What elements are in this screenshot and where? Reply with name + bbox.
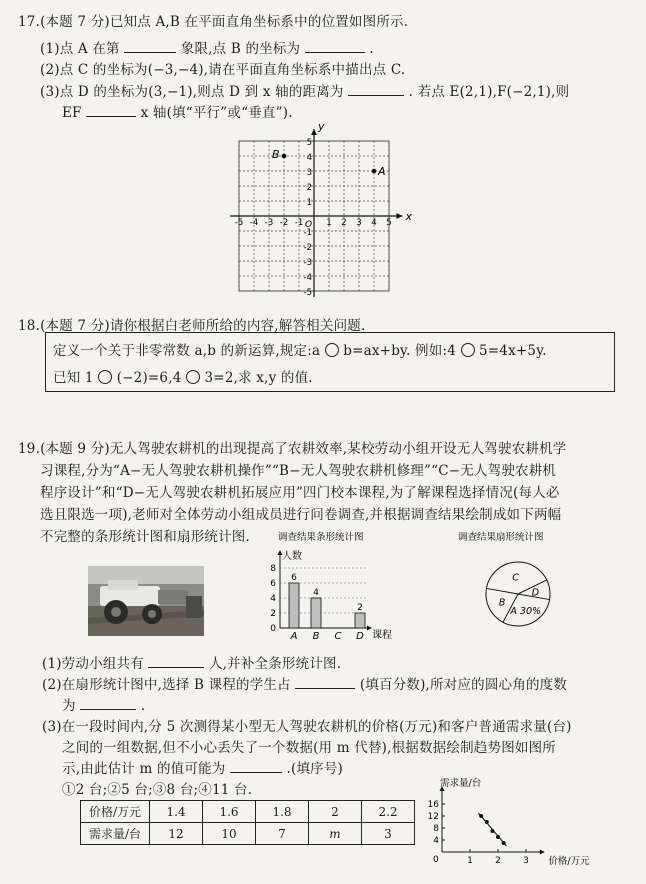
q17-part2: (2)点 C 的坐标为(−3,−4),请在平面直角坐标系中描出点 C. [40, 62, 406, 78]
sc-y-tick: 4 [433, 836, 439, 846]
tractor-photo [88, 566, 204, 636]
q19-part3-line2: 之间的一组数据,但不小心丢失了一个数据(用 m 代替),根据数据绘制趋势图如图所 [62, 740, 556, 756]
x-tick-label: 5 [386, 218, 392, 228]
y-tick-label: -5 [303, 288, 312, 298]
x-axis-label: x [405, 210, 413, 223]
sc-x-label: 价格/万元 [548, 856, 590, 867]
answer-blank[interactable] [124, 40, 176, 53]
y-tick-label: 4 [306, 153, 312, 163]
q18-line2a: 已知 1 [53, 370, 94, 386]
q19-part2-cont [62, 694, 145, 714]
answer-blank[interactable] [230, 760, 282, 773]
q19-p3d: .(填序号) [286, 761, 344, 777]
pie-chart [458, 528, 578, 638]
y-tick-label: -2 [303, 243, 312, 253]
answer-blank[interactable] [305, 40, 365, 53]
x-tick-label: 4 [371, 218, 377, 228]
bar-b [311, 598, 321, 628]
q19-options: ①2 台;②5 台;③8 台;④11 台. [62, 782, 253, 798]
table-cell: 7 [256, 823, 309, 845]
table-cell: 12 [150, 823, 203, 845]
bar-x-tick: C [334, 631, 342, 642]
sc-point [490, 829, 494, 833]
sc-x-tick: 2 [495, 856, 501, 866]
point-label: B [272, 148, 280, 161]
y-tick-label: 2 [306, 183, 312, 193]
q17-part3 [40, 80, 569, 100]
q17-p3c: EF [62, 105, 82, 121]
q17-p3b: . 若点 E(2,1),F(−2,1),则 [408, 84, 570, 100]
bar-y-label: 人数 [282, 551, 302, 562]
bar-a [289, 583, 299, 628]
bar-y-tick: 8 [270, 564, 276, 574]
q19-line3: 程序设计”和“D−无人驾驶农耕机拓展应用”四门校本课程,为了解课程选择情况(每人必 [40, 485, 560, 501]
circle-operator-icon [186, 370, 200, 384]
q17-p3d: x 轴(填“平行”或“垂直”). [140, 105, 293, 121]
q19-p1b: 人,并补全条形统计图. [208, 656, 342, 672]
q19-part3: (3)在一段时间内,分 5 次测得某小型无人驾驶农耕机的价格(万元)和客户普通需求量(台) [42, 719, 572, 735]
sc-y-tick: 12 [427, 812, 439, 822]
bar-y-tick: 2 [270, 609, 276, 619]
y-tick-label: -3 [303, 258, 312, 268]
point-a [372, 169, 377, 174]
q18-line2c: 3=2,求 x,y 的值. [204, 370, 313, 386]
q19-line5: 不完整的条形统计图和扇形统计图. [40, 529, 250, 545]
q18-line2b: (−2)=6,4 [116, 370, 182, 386]
answer-blank[interactable] [148, 655, 204, 668]
circle-operator-icon [461, 343, 475, 357]
table-cell: 2 [309, 801, 362, 823]
circle-operator-icon [325, 343, 339, 357]
x-tick-label: -1 [294, 218, 304, 228]
bar-data-label: 2 [357, 603, 363, 613]
q19-line4: 选且限选一项),老师对全体劳动小组成员进行问卷调查,并根据调查结果绘制成如下两幅 [40, 507, 562, 523]
sc-x-tick: 1 [467, 856, 473, 866]
pie-slice-label: A 30% [510, 605, 542, 617]
table-header: 需求量/台 [81, 823, 150, 845]
point-b [282, 154, 287, 159]
q18-line2 [53, 366, 313, 386]
q18-line1a: 定义一个关于非零常数 a,b 的新运算,规定:a [53, 343, 321, 359]
bar-chart [258, 528, 398, 648]
q17-p3a: (3)点 D 的坐标为(3,−1),则点 D 到 x 轴的距离为 [40, 84, 344, 100]
table-cell: 2.2 [362, 801, 415, 823]
pie-divider [486, 588, 518, 594]
table-cell: 1.4 [150, 801, 203, 823]
q17-stem: 17.(本题 7 分)已知点 A,B 在平面直角坐标系中的位置如图所示. [18, 14, 409, 30]
q18-stem: 18.(本题 7 分)请你根据白老师所给的内容,解答相关问题. [18, 318, 366, 334]
answer-blank[interactable] [80, 697, 136, 710]
q17-part1 [40, 37, 374, 57]
x-tick-label: -2 [279, 218, 289, 228]
y-tick-label: 1 [306, 198, 312, 208]
y-tick-label: 5 [306, 138, 312, 148]
q19-p1a: (1)劳动小组共有 [42, 656, 144, 672]
sc-y-tick: 16 [427, 800, 439, 810]
bar-data-label: 6 [291, 573, 297, 583]
answer-blank[interactable] [86, 104, 136, 117]
bar-x-tick: A [290, 631, 298, 642]
q18-line1b: b=ax+by. 例如:4 [343, 343, 456, 359]
bar-d [355, 613, 365, 628]
bar-data-label: 4 [313, 588, 319, 598]
q19-part1 [42, 652, 341, 672]
x-axis-arrow-icon [397, 213, 403, 219]
sc-point [485, 820, 489, 824]
table-cell: 10 [203, 823, 256, 845]
q19-line1: 19.(本题 9 分)无人驾驶农耕机的出现提高了农耕效率,某校劳动小组开设无人驾驶农耕机学 [18, 441, 567, 457]
y-axis-arrow-icon [311, 129, 317, 135]
table-cell: m [309, 823, 362, 845]
bar-x-label: 课程 [372, 630, 392, 641]
x-tick-label: -5 [234, 218, 244, 228]
q19-p2d: . [140, 698, 146, 714]
x-tick-label: -4 [249, 218, 259, 228]
table-header: 价格/万元 [81, 801, 150, 823]
table-cell: 1.6 [203, 801, 256, 823]
q17-p1c: . [369, 41, 374, 57]
q19-line2: 习课程,分为“A−无人驾驶农耕机操作”“B−无人驾驶农耕机修理”“C−无人驾驶农耕机 [40, 463, 557, 479]
sc-x-arrow-icon [540, 850, 545, 855]
q19-p3c: 示,由此估计 m 的值可能为 [62, 761, 226, 777]
pie-slice-label: C [512, 572, 519, 584]
y-tick-label: 3 [306, 168, 312, 178]
sc-y-label: 需求量/台 [440, 778, 482, 789]
pie-slice-label: D [531, 587, 540, 599]
coordinate-grid[interactable] [228, 119, 418, 308]
x-tick-label: 2 [341, 218, 347, 228]
bar-chart-title: 调查结果条形统计图 [278, 532, 364, 543]
sc-point [479, 814, 483, 818]
q17-p1b: 象限,点 B 的坐标为 [180, 41, 301, 57]
q19-part3-line3 [62, 757, 343, 777]
sc-origin: 0 [433, 855, 439, 865]
q19-p2b: (填百分数),所对应的圆心角的度数 [359, 677, 568, 693]
price-demand-table [80, 800, 415, 845]
q19-p2a: (2)在扇形统计图中,选择 B 课程的学生占 [42, 677, 291, 693]
sc-x-tick: 3 [523, 856, 529, 866]
y-tick-label: -4 [303, 273, 312, 283]
x-tick-label: 1 [326, 218, 332, 228]
circle-operator-icon [98, 370, 112, 384]
pie-chart-title: 调查结果扇形统计图 [458, 532, 544, 543]
sc-point [496, 835, 500, 839]
bar-x-tick: B [312, 631, 320, 642]
sc-point [502, 841, 506, 845]
q17-p1a: (1)点 A 在第 [40, 41, 120, 57]
y-tick-label: -1 [303, 228, 312, 238]
q18-line1c: 5=4x+5y. [479, 343, 547, 359]
table-cell: 1.8 [256, 801, 309, 823]
q19-p2c: 为 [62, 698, 76, 714]
q18-line1 [53, 339, 547, 359]
q17-part3-cont [62, 101, 293, 121]
table-row [81, 801, 415, 823]
answer-blank[interactable] [295, 676, 355, 689]
answer-blank[interactable] [348, 83, 404, 96]
x-tick-label: -3 [264, 218, 274, 228]
pie-slice-label: B [498, 597, 506, 609]
x-tick-label: 3 [356, 218, 362, 228]
sc-y-tick: 8 [433, 824, 439, 834]
bar-y-tick: 4 [270, 594, 276, 604]
bar-y-tick: 0 [270, 624, 276, 634]
q19-part2 [42, 673, 567, 693]
y-axis-label: y [318, 119, 325, 133]
scatter-chart [410, 778, 600, 878]
origin-label: O [305, 220, 313, 230]
bar-x-tick: D [356, 631, 364, 642]
point-label: A [378, 165, 386, 178]
table-row [81, 823, 415, 845]
table-cell: 3 [362, 823, 415, 845]
bar-y-tick: 6 [270, 579, 276, 589]
